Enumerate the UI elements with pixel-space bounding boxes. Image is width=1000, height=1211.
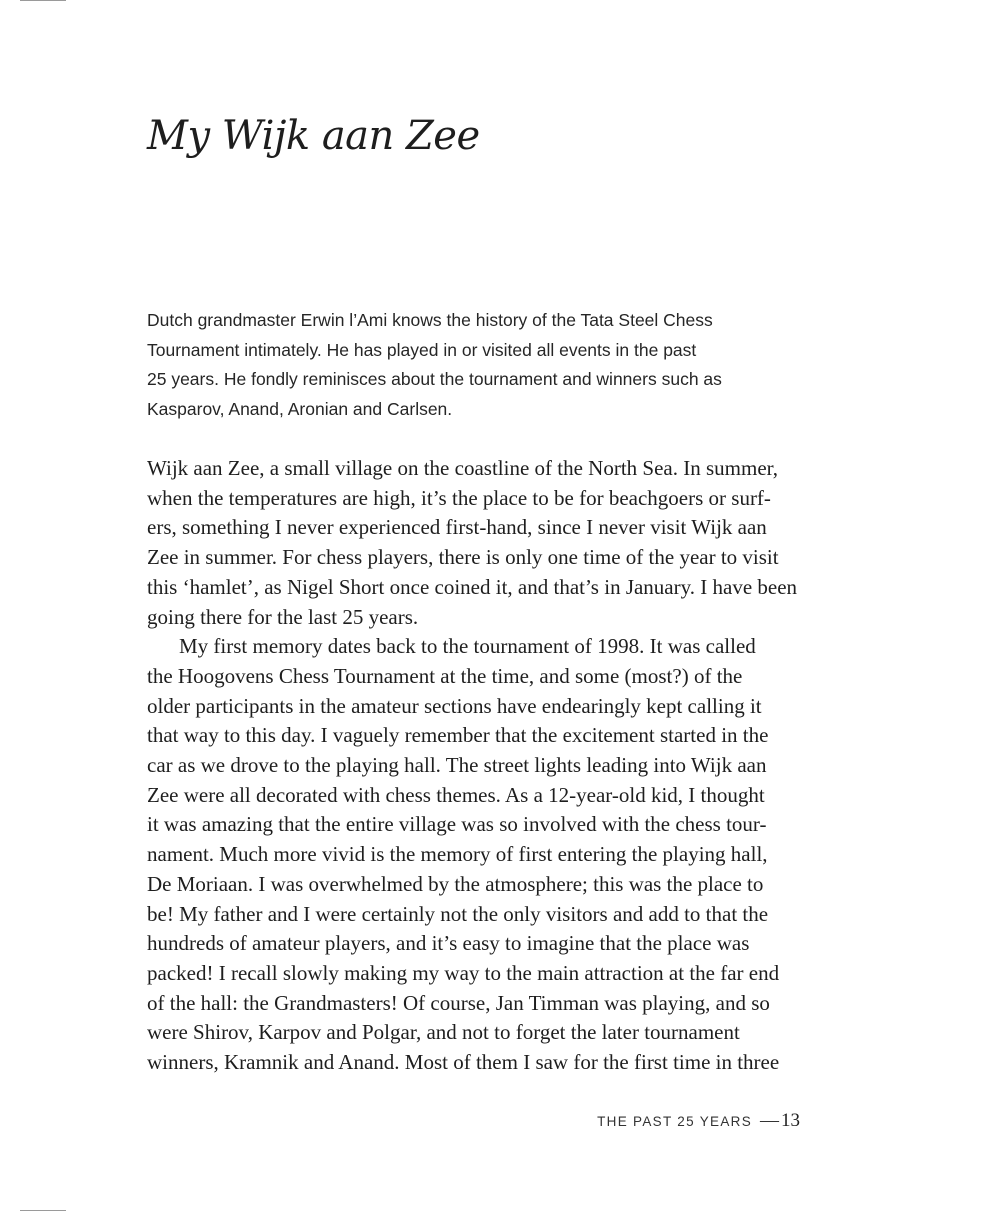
intro-line: Tournament intimately. He has played in or visited all events in the past: [147, 339, 697, 360]
body-line: the Hoogovens Chess Tournament at the time, and some (most?) of the: [147, 663, 743, 688]
page-title: My Wijk aan Zee: [147, 113, 480, 159]
body-line: packed! I recall slowly making my way to the main attraction at the far end: [147, 960, 780, 985]
body-line: Zee were all decorated with chess themes. As a 12-year-old kid, I thought: [147, 782, 765, 807]
page-number: 13: [781, 1110, 800, 1131]
body-line: that way to this day. I vaguely remember that the excitement started in the: [147, 723, 769, 748]
body-line: older participants in the amateur sections have endearingly kept calling it: [147, 693, 762, 718]
body-line: Wijk aan Zee, a small village on the coastline of the North Sea. In summer,: [147, 456, 779, 480]
body-line: be! My father and I were certainly not the only visitors and add to that the: [147, 901, 769, 926]
body-line: going there for the last 25 years.: [147, 604, 419, 629]
body-text: [147, 454, 847, 1078]
running-head: THE PAST 25 YEARS: [597, 1114, 752, 1129]
crop-mark-top: [20, 0, 66, 1]
body-line: hundreds of amateur players, and it’s easy to imagine that the place was: [147, 931, 750, 956]
intro-line: 25 years. He fondly reminisces about the tournament and winners such as: [147, 369, 722, 390]
body-line: My first memory dates back to the tournament of 1998. It was called: [179, 634, 756, 659]
body-line: nament. Much more vivid is the memory of first entering the playing hall,: [147, 842, 768, 867]
footer-dash: —: [760, 1110, 779, 1131]
body-line: winners, Kramnik and Anand. Most of them I saw for the first time in three: [147, 1050, 780, 1075]
body-line: it was amazing that the entire village was so involved with the chess tour-: [147, 812, 767, 837]
page-footer: [560, 1110, 800, 1132]
body-line: car as we drove to the playing hall. The street lights leading into Wijk aan: [147, 753, 767, 778]
intro-line: Kasparov, Anand, Aronian and Carlsen.: [147, 399, 453, 420]
body-line: were Shirov, Karpov and Polgar, and not to forget the later tournament: [147, 1020, 740, 1045]
body-line: De Moriaan. I was overwhelmed by the atmosphere; this was the place to: [147, 871, 764, 896]
body-line: Zee in summer. For chess players, there is only one time of the year to visit: [147, 545, 779, 570]
body-line: of the hall: the Grandmasters! Of course, Jan Timman was playing, and so: [147, 990, 770, 1015]
body-line: this ‘hamlet’, as Nigel Short once coined it, and that’s in January. I have been: [147, 574, 798, 599]
body-line: when the temperatures are high, it’s the place to be for beachgoers or surf-: [147, 485, 771, 510]
body-line: ers, something I never experienced first-hand, since I never visit Wijk aan: [147, 515, 767, 540]
intro-line: Dutch grandmaster Erwin l’Ami knows the history of the Tata Steel Chess: [147, 310, 713, 330]
intro-paragraph: [147, 306, 787, 425]
